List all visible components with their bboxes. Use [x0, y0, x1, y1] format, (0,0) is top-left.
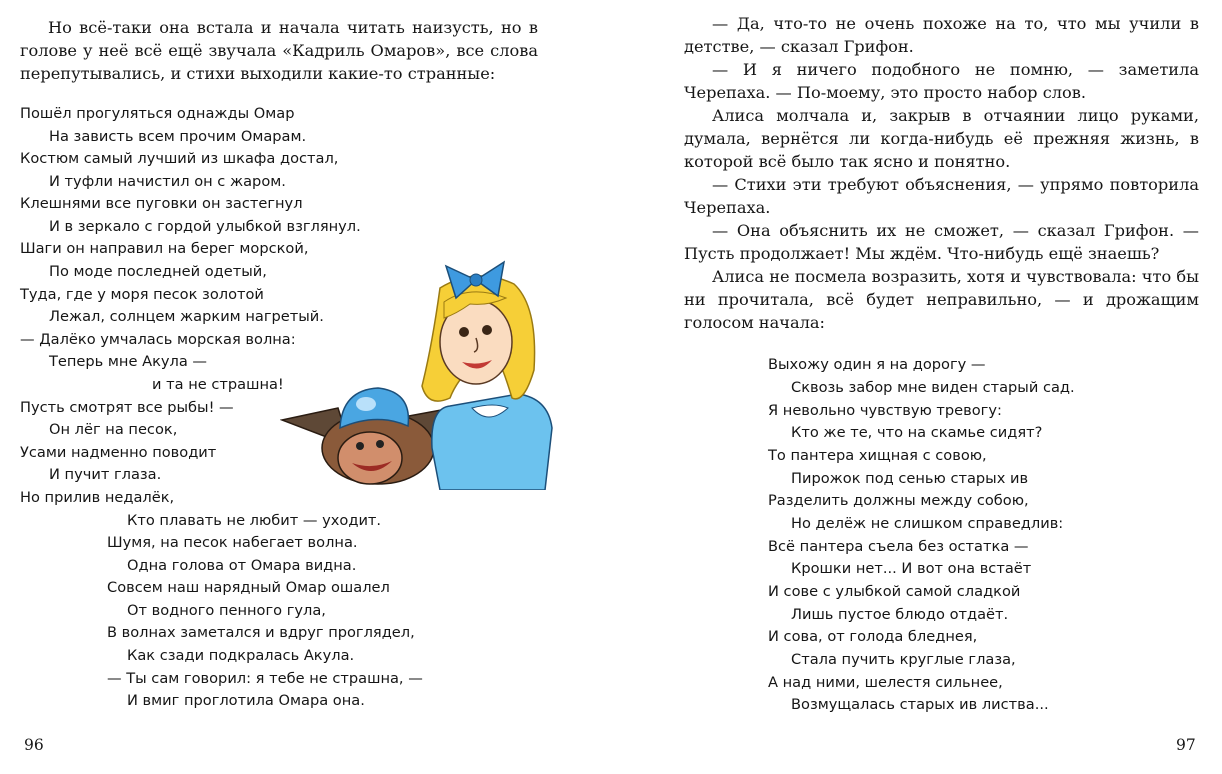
- right-paragraph-2: — И я ничего подобного не помню, — заметила Черепаха. — По-моему, это просто набор слов.: [684, 60, 1199, 102]
- left-intro-paragraph: Но всё-таки она встала и начала читать наизусть, но в голове у неё всё ещё звучала «Кадриль Омаров», все слова перепутывались, и стихи выходили какие-то странные:: [20, 18, 538, 83]
- poem-line: Возмущалась старых ив листва...: [791, 696, 1049, 713]
- poem-line: Пирожок под сенью старых ив: [791, 470, 1029, 487]
- poem-line: Клешнями все пуговки он застегнул: [20, 195, 303, 212]
- right-paragraph-6: Алиса не посмела возразить, хотя и чувствовала: что бы ни прочитала, всё будет неправильно, — и дрожащим голосом начала:: [684, 267, 1199, 332]
- poem-line: По моде последней одетый,: [49, 263, 267, 280]
- poem-line: — Далёко умчалась морская волна:: [20, 331, 296, 348]
- right-paragraph-5: — Она объяснить их не сможет, — сказал Грифон. — Пусть продолжает! Мы ждём. Что-нибудь ещё знаешь?: [684, 221, 1199, 263]
- poem-line: Одна голова от Омара видна.: [127, 557, 357, 574]
- poem-line: Туда, где у моря песок золотой: [20, 286, 264, 303]
- poem-line: Кто же те, что на скамье сидят?: [791, 424, 1043, 441]
- poem-line: То пантера хищная с совою,: [768, 447, 987, 464]
- right-paragraph-3: Алиса молчала и, закрыв в отчаянии лицо руками, думала, вернётся ли когда-нибудь её прежняя жизнь, в которой всё было так ясно и понятно.: [684, 106, 1199, 171]
- poem-line: Стала пучить круглые глаза,: [791, 651, 1016, 668]
- poem-line: Совсем наш нарядный Омар ошалел: [107, 579, 390, 596]
- poem-line: Кто плавать не любит — уходит.: [127, 512, 382, 529]
- poem-line: И пучит глаза.: [49, 466, 162, 483]
- poem-line: На зависть всем прочим Омарам.: [49, 128, 307, 145]
- page-number-left: 96: [24, 736, 44, 754]
- poem-line: В волнах заметался и вдруг проглядел,: [107, 624, 415, 641]
- poem-line: Как сзади подкралась Акула.: [127, 647, 355, 664]
- poem-line: И вмиг проглотила Омара она.: [127, 692, 365, 709]
- poem-line: Разделить должны между собою,: [768, 492, 1029, 509]
- poem-line: И сова, от голода бледнея,: [768, 628, 978, 645]
- poem-line: Но делёж не слишком справедлив:: [791, 515, 1064, 532]
- right-paragraph-1: — Да, что-то не очень похоже на то, что мы учили в детстве, — сказал Грифон.: [684, 14, 1199, 56]
- poem-line: А над ними, шелестя сильнее,: [768, 674, 1003, 691]
- poem-line: Лежал, солнцем жарким нагретый.: [49, 308, 324, 325]
- poem-line: От водного пенного гула,: [127, 602, 326, 619]
- poem-line: — Ты сам говорил: я тебе не страшна, —: [107, 670, 423, 687]
- poem-line: и та не страшна!: [152, 376, 284, 393]
- poem-line: И в зеркало с гордой улыбкой взглянул.: [49, 218, 361, 235]
- poem-line: И туфли начистил он с жаром.: [49, 173, 286, 190]
- poem-line: Костюм самый лучший из шкафа достал,: [20, 150, 339, 167]
- poem-line: Усами надменно поводит: [20, 444, 217, 461]
- poem-line: Шумя, на песок набегает волна.: [107, 534, 358, 551]
- page-number-right: 97: [1176, 736, 1196, 754]
- poem-line: Я невольно чувствую тревогу:: [768, 402, 1002, 419]
- poem-line: И сове с улыбкой самой сладкой: [768, 583, 1021, 600]
- poem-line: Шаги он направил на берег морской,: [20, 240, 309, 257]
- poem-line: Теперь мне Акула —: [49, 353, 208, 370]
- poem-line: Лишь пустое блюдо отдаёт.: [791, 606, 1009, 623]
- poem-line: Но прилив недалёк,: [20, 489, 175, 506]
- poem-line: Всё пантера съела без остатка —: [768, 538, 1029, 555]
- right-paragraph-4: — Стихи эти требуют объяснения, — упрямо повторила Черепаха.: [684, 175, 1199, 217]
- poem-line: Крошки нет... И вот она встаёт: [791, 560, 1032, 577]
- poem-line: Он лёг на песок,: [49, 421, 178, 438]
- poem-line: Сквозь забор мне виден старый сад.: [791, 379, 1075, 396]
- poem-line: Пошёл прогуляться однажды Омар: [20, 105, 295, 122]
- poem-line: Выхожу один я на дорогу —: [768, 356, 986, 373]
- alice-gryphon-illustration: [280, 258, 555, 490]
- poem-line: Пусть смотрят все рыбы! —: [20, 399, 234, 416]
